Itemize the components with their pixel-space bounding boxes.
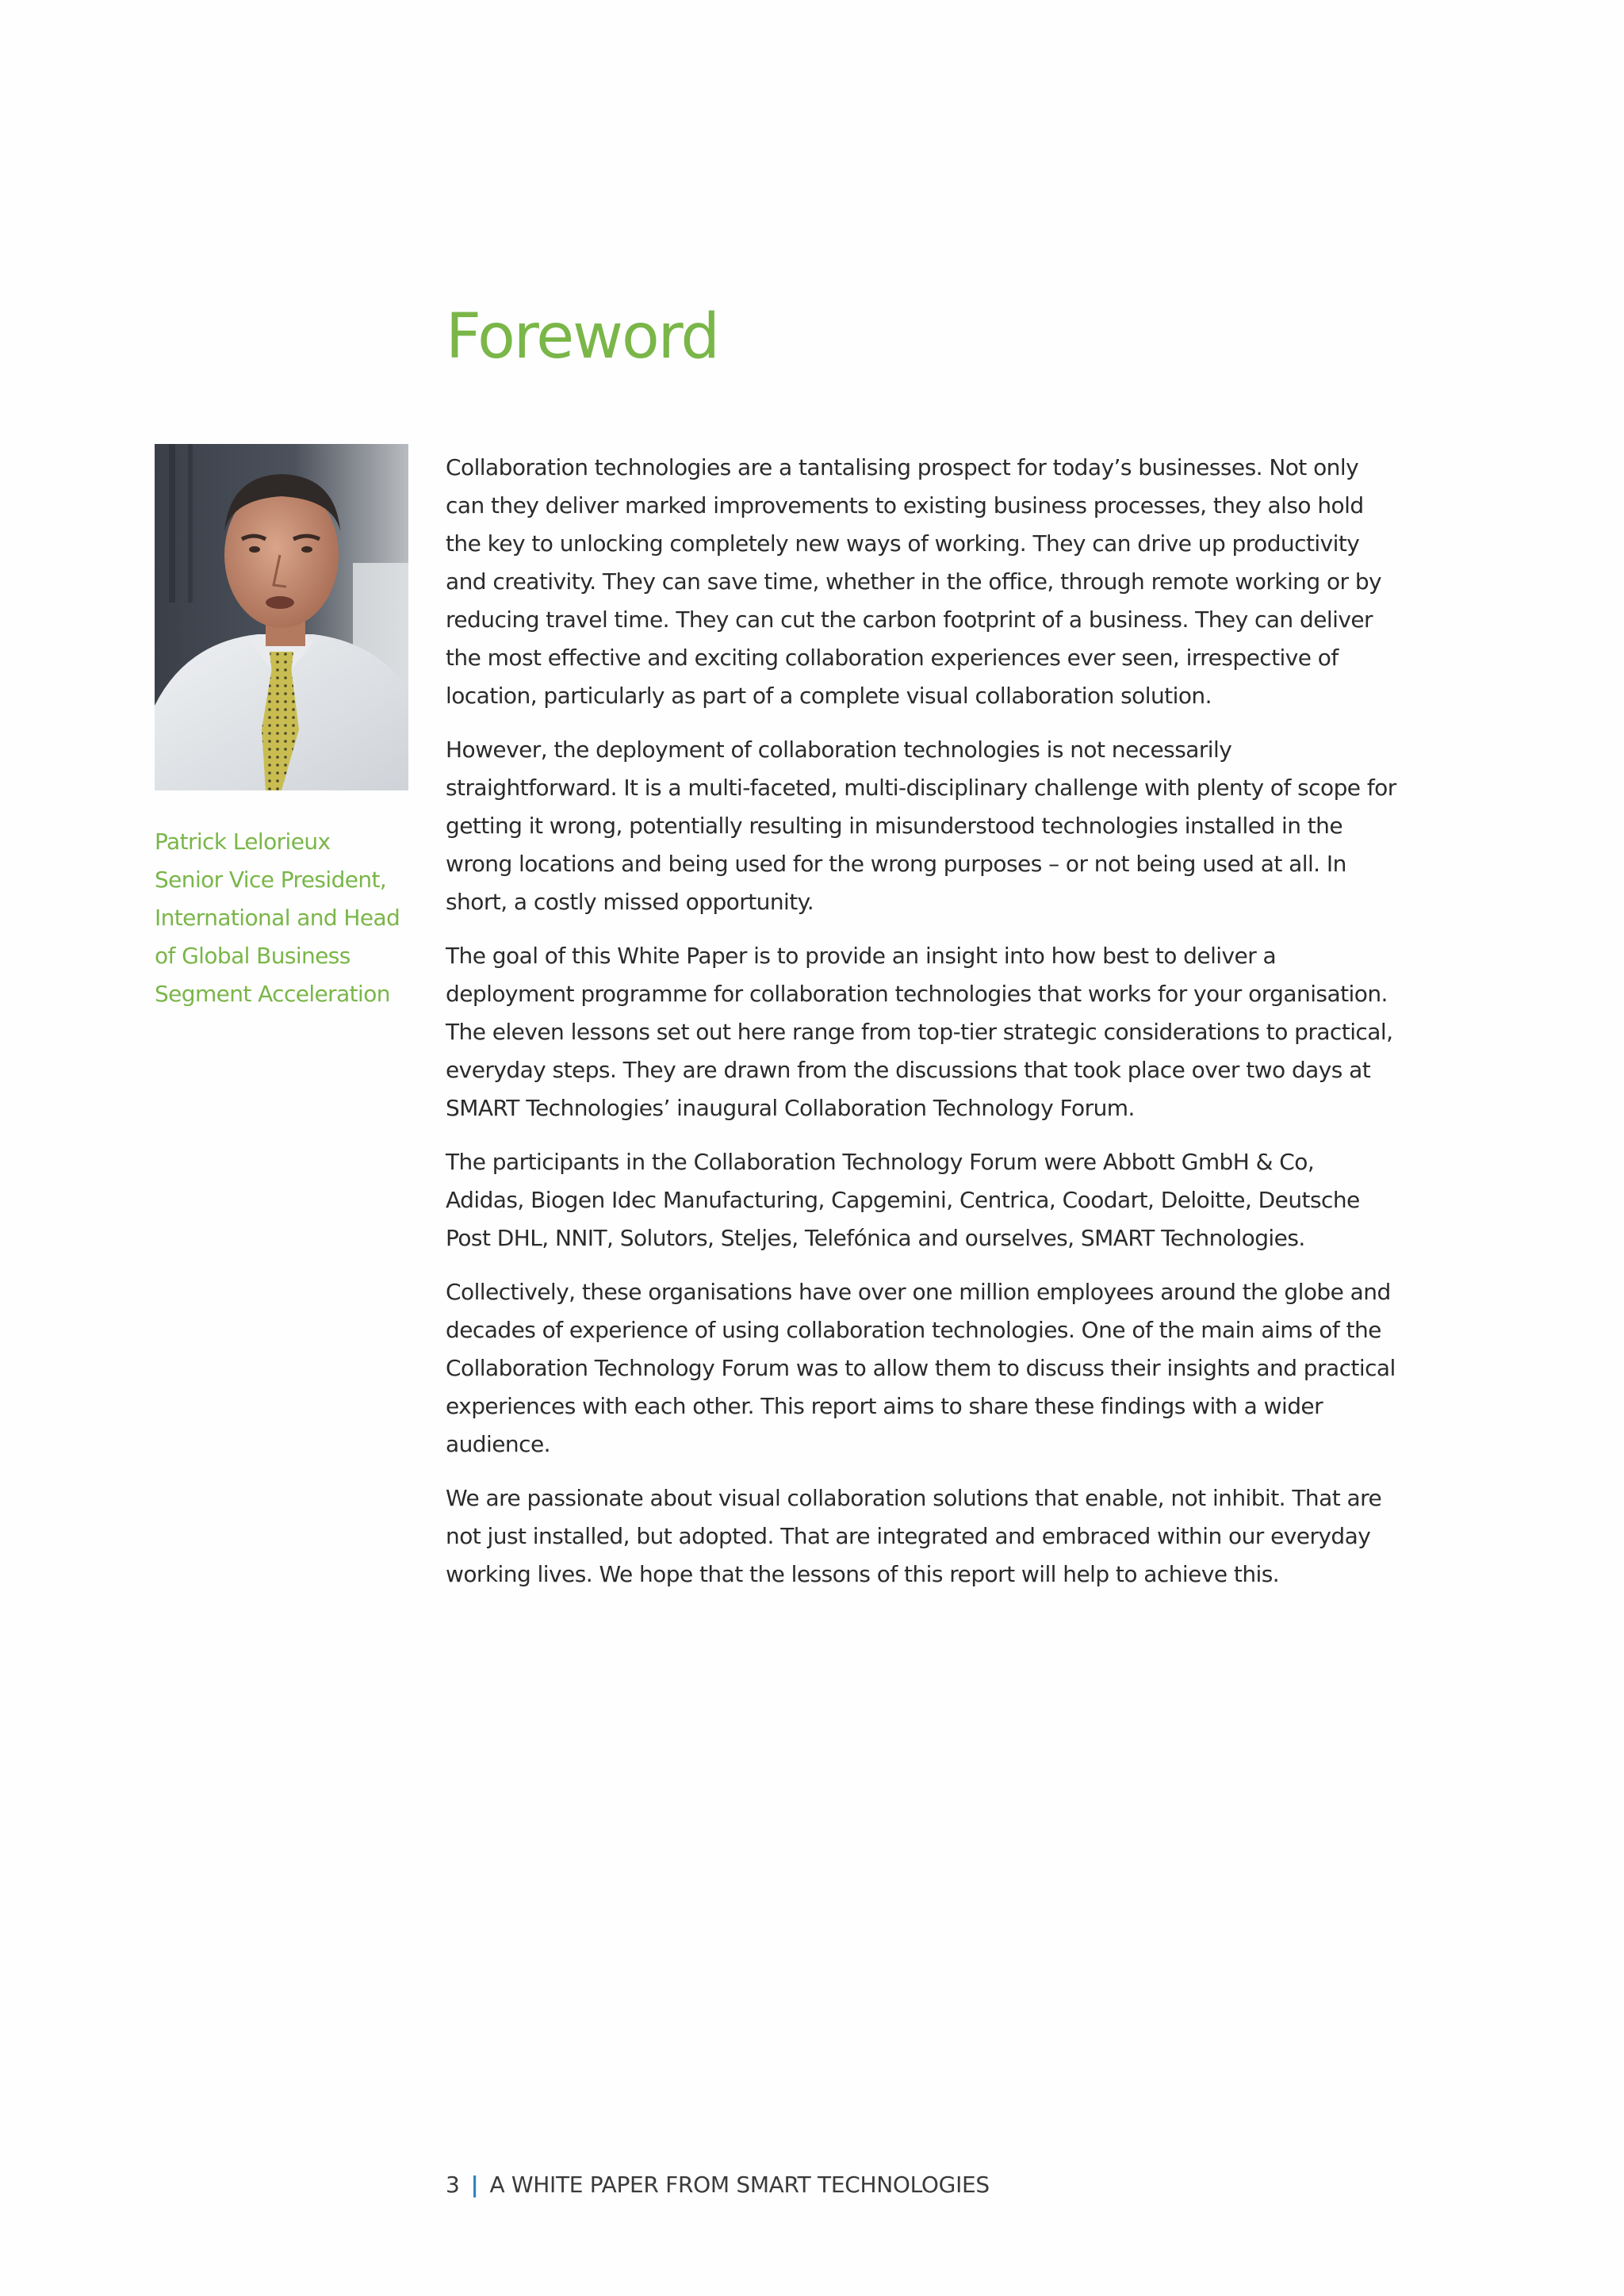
page-title: Foreword [446, 301, 718, 373]
author-role-line: of Global Business [155, 943, 350, 969]
author-photo-image [155, 444, 408, 790]
body-paragraph: Collectively, these organisations have over one million employees around the globe and decades of experience of using collaboration technologies. One of the main aims of the Collaboration Technology Forum was to allow them to discuss their insights and practical experiences with each other. This report aims to share these findings with a wider audience. [446, 1279, 1396, 1457]
body-paragraph: We are passionate about visual collaboration solutions that enable, not inhibit. That are not just installed, but adopted. That are integrated and embraced within our everyday working lives. We hope that the lessons of this report will help to achieve this. [446, 1485, 1382, 1587]
body-paragraph: Collaboration technologies are a tantalising prospect for today’s businesses. Not only can they deliver marked improvements to existing business processes, they also hold the key to unlocking completely new ways of working. They can drive up productivity and creativity. They can save time, whether in the office, through remote working or by reducing travel time. They can cut the carbon footprint of a business. They can deliver the most effective and exciting collaboration experiences ever seen, irrespective of location, particularly as part of a complete visual collaboration solution. [446, 454, 1382, 709]
author-role-line: Senior Vice President, [155, 867, 387, 893]
body-paragraph: However, the deployment of collaboration technologies is not necessarily straightforward. It is a multi-faceted, multi-disciplinary challenge with plenty of scope for getting it wrong, potentially resulting in misunderstood technologies installed in the wrong locations and being used for the wrong purposes – or not being used at all. In short, a costly missed opportunity. [446, 737, 1396, 915]
body-paragraph: The goal of this White Paper is to provide an insight into how best to deliver a deployment programme for collaboration technologies that works for your organisation. The eleven lessons set out here range from top-tier strategic considerations to practical, everyday steps. They are drawn from the discussions that took place over two days at SMART Technologies’ inaugural Collaboration Technology Forum. [446, 943, 1393, 1121]
author-role-line: International and Head [155, 905, 400, 931]
footer-text: A WHITE PAPER FROM SMART TECHNOLOGIES [489, 2172, 990, 2198]
page-number: 3 [446, 2172, 460, 2198]
author-portrait [155, 444, 408, 790]
body-paragraph: The participants in the Collaboration Technology Forum were Abbott GmbH & Co, Adidas, Biogen Idec Manufacturing, Capgemini, Centrica, Coodart, Deloitte, Deutsche Post DHL, NNIT, Solutors, Steljes, Telefónica and ourselves, SMART Technologies. [446, 1149, 1360, 1251]
footer-separator: | [470, 2172, 479, 2198]
author-caption [155, 823, 416, 1013]
author-role-line: Segment Acceleration [155, 981, 390, 1007]
author-name: Patrick Lelorieux [155, 828, 331, 855]
page-footer [446, 2169, 990, 2201]
foreword-body [446, 449, 1397, 1609]
